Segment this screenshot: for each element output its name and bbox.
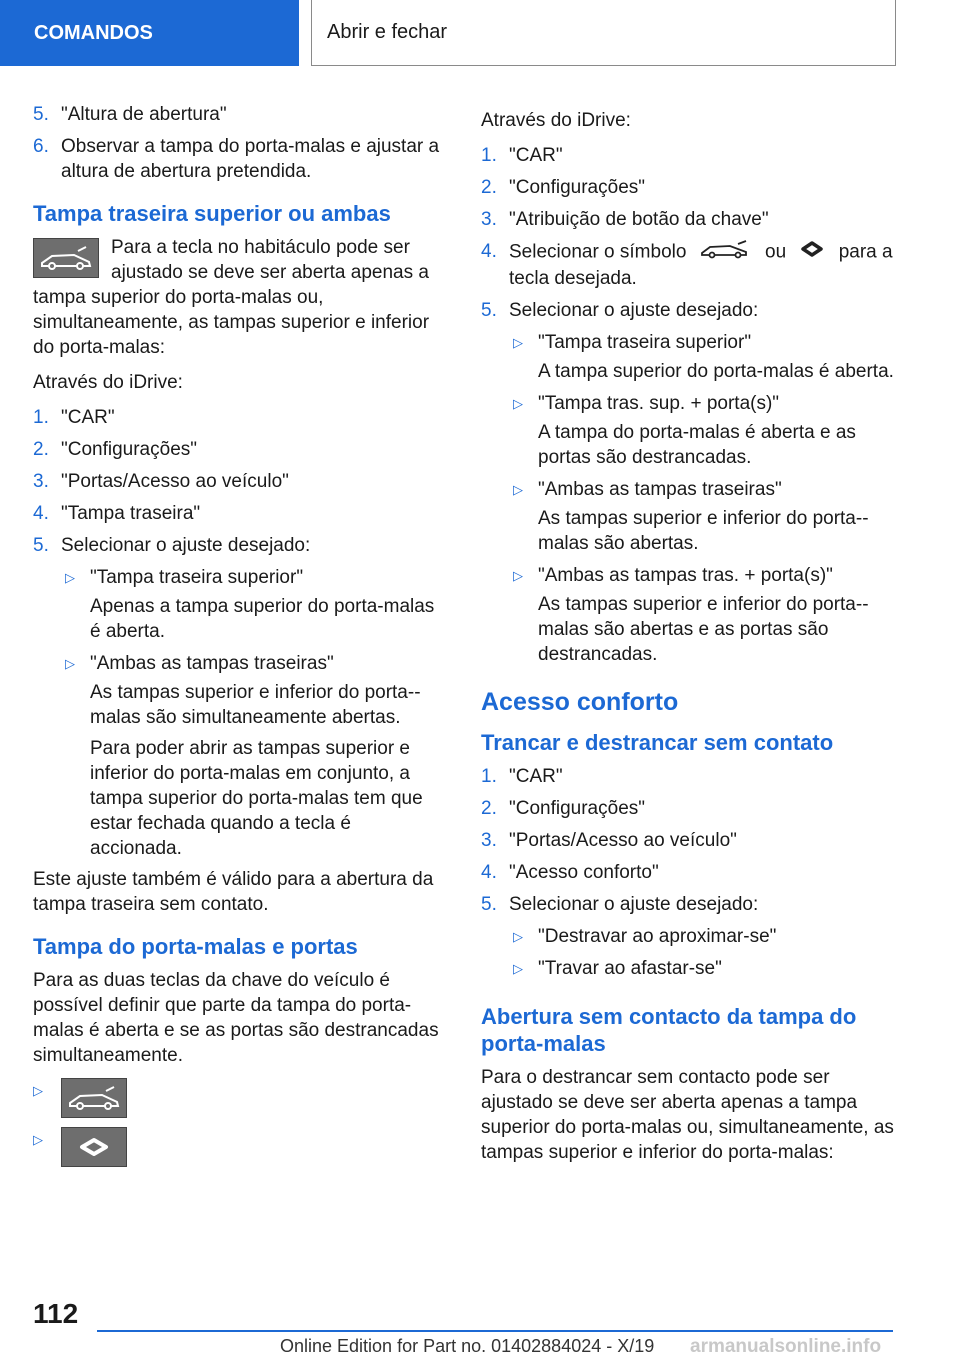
bullet-triangle-icon: ▷ bbox=[65, 570, 75, 585]
bullet-triangle-icon: ▷ bbox=[65, 656, 75, 671]
bullet-triangle-icon: ▷ bbox=[513, 396, 523, 411]
right-column bbox=[481, 102, 896, 1175]
list-number: 3. bbox=[33, 471, 49, 492]
list-text: "Tampa traseira" bbox=[61, 503, 201, 524]
heading-abertura: Abertura sem contacto da tampa do porta-malas bbox=[481, 1004, 857, 1056]
trunk-open-key-icon bbox=[61, 1078, 127, 1118]
list-item bbox=[481, 860, 896, 885]
list-number: 1. bbox=[481, 145, 497, 166]
step4-text-a: Selecionar o símbolo bbox=[509, 241, 687, 263]
list-number: 4. bbox=[481, 862, 497, 883]
list-item bbox=[33, 469, 448, 494]
list-item bbox=[481, 796, 896, 821]
also-valid-text: Este ajuste também é válido para a abertura da tampa traseira sem contato. bbox=[33, 869, 434, 915]
chapter-title: Abrir e fechar bbox=[327, 21, 448, 43]
bullet-item bbox=[33, 1078, 448, 1120]
list-text: "Portas/Acesso ao veículo" bbox=[61, 471, 289, 492]
heading-tampa-traseira: Tampa traseira superior ou ambas bbox=[33, 201, 391, 226]
list-text: Selecionar o ajuste desejado: bbox=[509, 894, 759, 915]
list-number: 5. bbox=[33, 535, 49, 556]
list-text: Selecionar o ajuste desejado: bbox=[509, 300, 759, 321]
list-text: Selecionar o ajuste desejado: bbox=[61, 535, 311, 556]
page-number: 112 bbox=[33, 1298, 79, 1329]
unlock-key-icon bbox=[61, 1127, 127, 1167]
list-item bbox=[481, 298, 896, 323]
bullet-triangle-icon: ▷ bbox=[513, 961, 523, 976]
list-text: "Altura de abertura" bbox=[61, 104, 227, 125]
option-title: "Tampa tras. sup. + porta(s)" bbox=[538, 393, 780, 414]
list-number: 3. bbox=[481, 209, 497, 230]
option-title: "Ambas as tampas traseiras" bbox=[90, 653, 334, 674]
option-note: Para poder abrir as tampas superior e inferior do porta-malas em conjunto, a tampa superior do porta-malas tem que estar fechada quando a tecla é accionada. bbox=[90, 738, 423, 859]
option-description: As tampas superior e inferior do porta--malas são simultaneamente abertas. bbox=[90, 682, 421, 728]
bullet-item bbox=[481, 563, 896, 588]
list-text: "Configurações" bbox=[61, 439, 198, 460]
bullet-triangle-icon: ▷ bbox=[513, 929, 523, 944]
list-item bbox=[481, 828, 896, 853]
list-text: "Configurações" bbox=[509, 798, 646, 819]
edition-text: Online Edition for Part no. 01402884024 - X/19 bbox=[280, 1336, 655, 1356]
list-number: 1. bbox=[33, 407, 49, 428]
heading-acesso-conforto: Acesso conforto bbox=[481, 688, 679, 716]
bullet-item bbox=[481, 391, 896, 416]
list-item bbox=[481, 764, 896, 789]
left-column bbox=[33, 102, 448, 1173]
list-text: "Configurações" bbox=[509, 177, 646, 198]
bullet-item bbox=[481, 956, 896, 981]
list-item bbox=[481, 175, 896, 200]
section-label: COMANDOS bbox=[34, 21, 153, 44]
abertura-text: Para o destrancar sem contacto pode ser ajustado se deve ser aberta apenas a tampa superior do porta-malas ou, simultaneamente, as tampas superior e inferior do porta-malas: bbox=[481, 1067, 894, 1163]
via-idrive: Através do iDrive: bbox=[481, 110, 631, 131]
bullet-item bbox=[481, 477, 896, 502]
option-description: A tampa do porta-malas é aberta e as portas são destrancadas. bbox=[538, 422, 856, 468]
bullet-item bbox=[33, 1127, 448, 1169]
list-number: 2. bbox=[481, 177, 497, 198]
heading-trancar: Trancar e destrancar sem contato bbox=[481, 730, 834, 755]
tampa-intro bbox=[33, 235, 448, 360]
list-number: 4. bbox=[481, 241, 497, 262]
list-number: 2. bbox=[33, 439, 49, 460]
list-item bbox=[481, 143, 896, 168]
list-item bbox=[481, 892, 896, 917]
list-number: 5. bbox=[481, 300, 497, 321]
list-number: 5. bbox=[33, 104, 49, 125]
bullet-triangle-icon: ▷ bbox=[513, 568, 523, 583]
step4-text-b: ou bbox=[765, 241, 787, 263]
bullet-item bbox=[481, 330, 896, 355]
diamond-key-icon bbox=[797, 239, 827, 266]
list-item bbox=[33, 501, 448, 526]
list-text: Observar a tampa do porta-malas e ajustar a altura de abertura pretendida. bbox=[61, 136, 440, 182]
page-footer bbox=[0, 1290, 960, 1362]
bullet-item bbox=[33, 565, 448, 590]
bullet-triangle-icon: ▷ bbox=[33, 1083, 43, 1098]
heading-tampa-portas: Tampa do porta-malas e portas bbox=[33, 934, 358, 959]
option-description: Apenas a tampa superior do porta-malas é aberta. bbox=[90, 596, 435, 642]
bullet-triangle-icon: ▷ bbox=[513, 482, 523, 497]
list-number: 3. bbox=[481, 830, 497, 851]
list-item bbox=[33, 405, 448, 430]
car-trunk-icon bbox=[698, 239, 754, 266]
chapter-title-box bbox=[311, 0, 896, 66]
footer-rule bbox=[97, 1330, 893, 1332]
list-text: "Portas/Acesso ao veículo" bbox=[509, 830, 737, 851]
option-title: "Destravar ao aproximar-se" bbox=[538, 926, 777, 947]
list-item bbox=[481, 207, 896, 232]
portas-text: Para as duas teclas da chave do veículo é possível definir que parte da tampa do porta-malas é aberta e se as portas são destrancadas simultaneamente. bbox=[33, 970, 439, 1066]
list-text: "Atribuição de botão da chave" bbox=[509, 209, 769, 230]
bullet-item bbox=[481, 924, 896, 949]
option-title: "Travar ao afastar-se" bbox=[538, 958, 722, 979]
option-title: "Ambas as tampas tras. + porta(s)" bbox=[538, 565, 833, 586]
list-number: 6. bbox=[33, 136, 49, 157]
list-text: "Acesso conforto" bbox=[509, 862, 659, 883]
option-title: "Ambas as tampas traseiras" bbox=[538, 479, 782, 500]
option-description: As tampas superior e inferior do porta--malas são abertas. bbox=[538, 508, 869, 554]
option-title: "Tampa traseira superior" bbox=[90, 567, 304, 588]
list-item bbox=[33, 437, 448, 462]
watermark: armanualsonline.info bbox=[690, 1336, 882, 1357]
list-number: 2. bbox=[481, 798, 497, 819]
option-description: A tampa superior do porta-malas é aberta. bbox=[538, 361, 894, 382]
bullet-item bbox=[33, 651, 448, 676]
list-number: 5. bbox=[481, 894, 497, 915]
tampa-intro-text: Para a tecla no habitáculo pode ser ajustado se deve ser aberta apenas a tampa superior do porta-malas ou, simultaneamente, as tampas superior e inferior do porta-malas: bbox=[33, 237, 430, 358]
list-text: "CAR" bbox=[61, 407, 115, 428]
list-item bbox=[481, 239, 896, 291]
list-item bbox=[33, 134, 448, 184]
trunk-button-icon bbox=[33, 238, 99, 278]
step4-text-c: para a tecla desejada. bbox=[509, 241, 893, 289]
option-description: As tampas superior e inferior do porta--malas são abertas e as portas são destrancadas. bbox=[538, 594, 869, 665]
list-text: "CAR" bbox=[509, 145, 563, 166]
section-tab bbox=[0, 0, 299, 66]
list-number: 1. bbox=[481, 766, 497, 787]
bullet-triangle-icon: ▷ bbox=[513, 335, 523, 350]
list-item bbox=[33, 102, 448, 127]
list-number: 4. bbox=[33, 503, 49, 524]
via-idrive: Através do iDrive: bbox=[33, 372, 183, 393]
list-text: "CAR" bbox=[509, 766, 563, 787]
bullet-triangle-icon: ▷ bbox=[33, 1132, 43, 1147]
list-item bbox=[33, 533, 448, 558]
option-title: "Tampa traseira superior" bbox=[538, 332, 752, 353]
